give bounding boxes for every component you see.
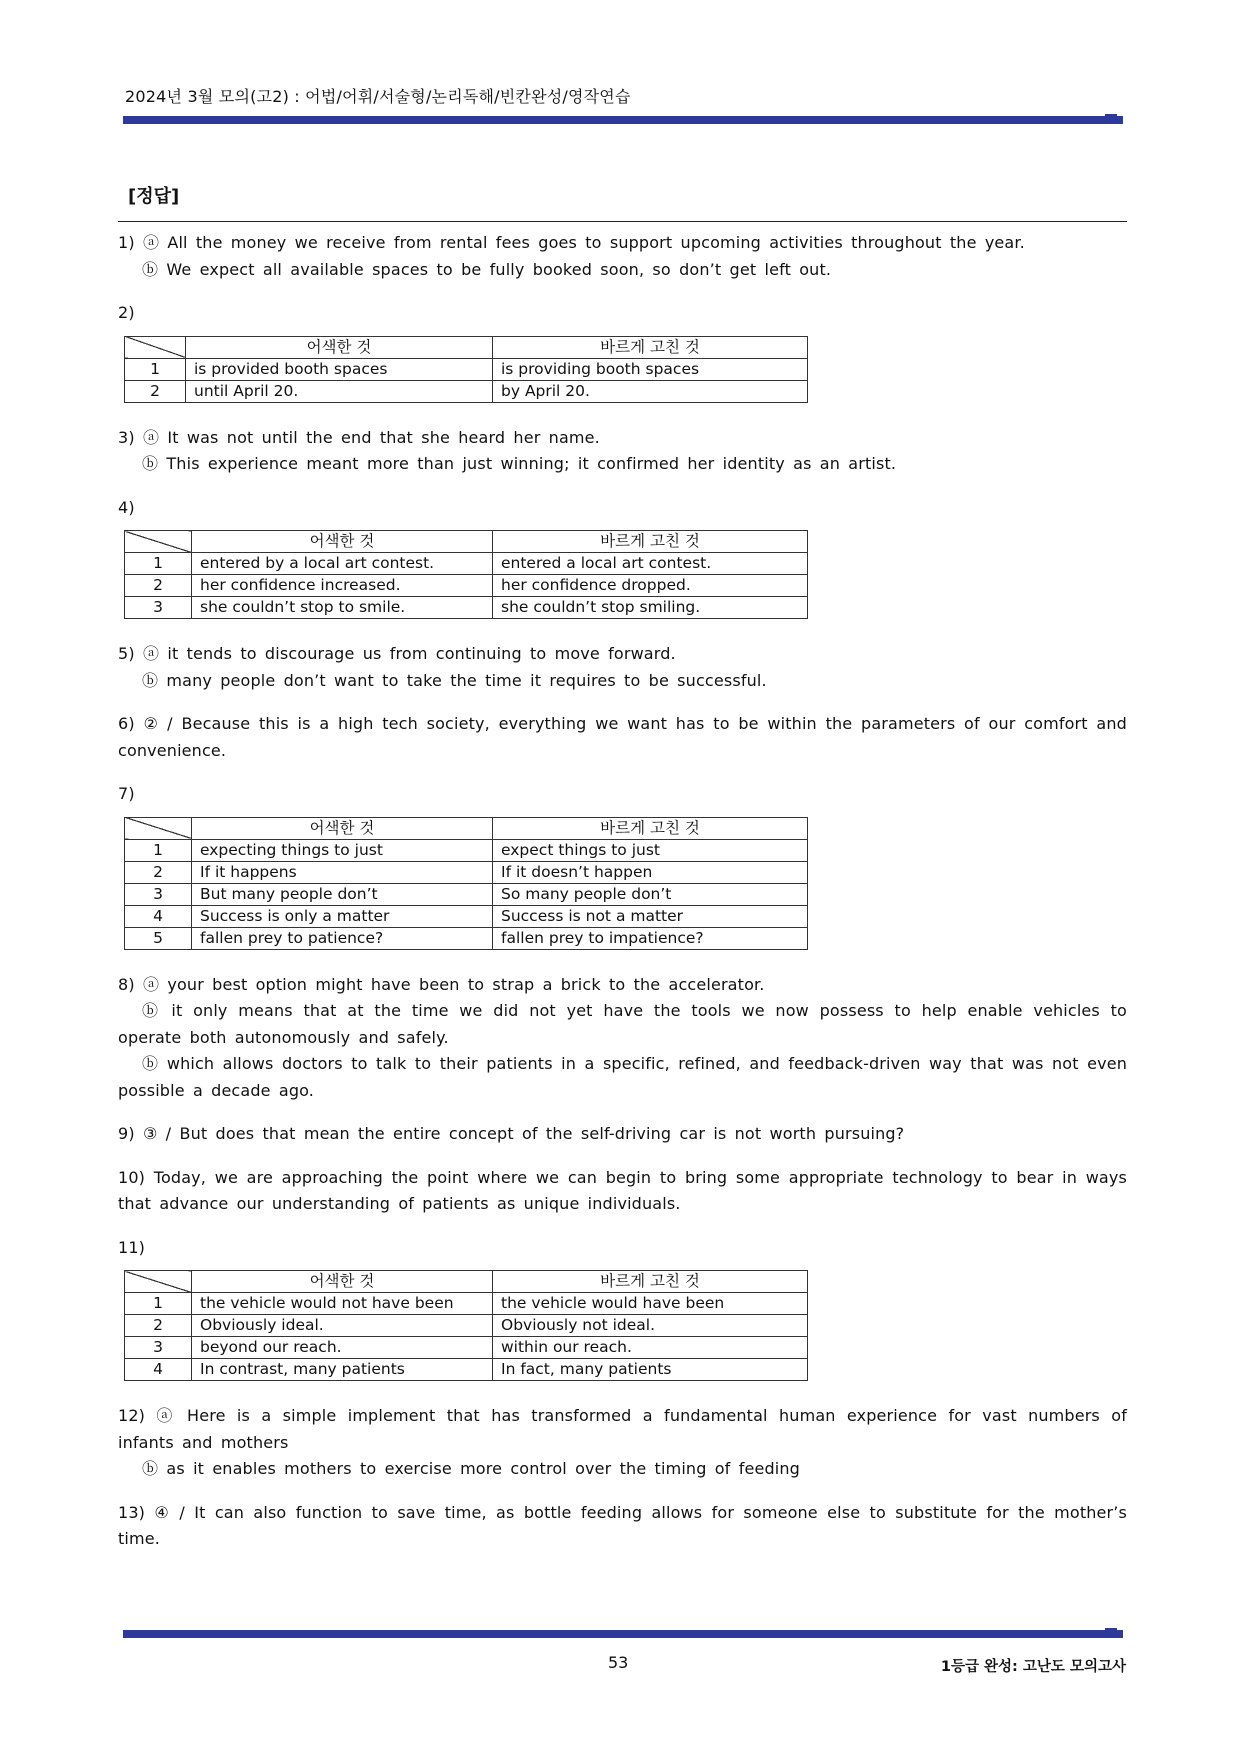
answer-8-b: ⓑ it only means that at the time we did not yet have the tools we now possess to help enable vehicles to operate both autonomously and safely. — [118, 1001, 1127, 1047]
answer-8-a: 8) ⓐ your best option might have been to strap a brick to the accelerator. — [118, 974, 765, 994]
answer-12-b: ⓑ as it enables mothers to exercise more control over the timing of feeding — [142, 1459, 800, 1478]
table-row: 2 If it happens If it doesn’t happen — [125, 861, 808, 883]
answer-2-table — [124, 336, 808, 403]
col-header-right: 바르게 고친 것 — [493, 531, 808, 553]
table-row: 3 But many people don’t So many people don’t — [125, 883, 808, 905]
table-row: 5 fallen prey to patience? fallen prey to impatience? — [125, 927, 808, 949]
table-row: 1 expecting things to just expect things to just — [125, 839, 808, 861]
answer-4-label: 4) — [118, 497, 135, 517]
table-row: 3 she couldn’t stop to smile. she couldn’t stop smiling. — [125, 597, 808, 619]
table-row: 1 the vehicle would not have been the vehicle would have been — [125, 1293, 808, 1315]
page-number: 53 — [608, 1653, 629, 1672]
answer-13: 13) ④ / It can also function to save time, as bottle feeding allows for someone else to substitute for the mother’s time. — [118, 1502, 1127, 1548]
answer-12-a: 12) ⓐ Here is a simple implement that has transformed a fundamental human experience for vast numbers of infants and mothers — [118, 1406, 1127, 1452]
answer-10: 10) Today, we are approaching the point where we can begin to bring some appropriate technology to bear in ways that advance our understanding of patients as unique individuals. — [118, 1167, 1127, 1213]
answer-9: 9) ③ / But does that mean the entire concept of the self-driving car is not worth pursuing? — [118, 1124, 905, 1143]
col-header-wrong: 어색한 것 — [192, 531, 493, 553]
table-row: 3 beyond our reach. within our reach. — [125, 1337, 808, 1359]
answer-3-b: ⓑ This experience meant more than just winning; it confirmed her identity as an artist. — [142, 454, 897, 473]
answer-7-label: 7) — [118, 784, 135, 803]
answer-5-a: 5) ⓐ it tends to discourage us from continuing to move forward. — [118, 644, 676, 663]
col-header-wrong: 어색한 것 — [192, 1271, 493, 1293]
answer-8-c: ⓑ which allows doctors to talk to their patients in a specific, refined, and feedback-driven way that was not even possible a decade ago. — [118, 1054, 1127, 1100]
answer-7-table — [124, 817, 808, 950]
answer-11-label: 11) — [118, 1237, 146, 1257]
table-row: 2 until April 20. by April 20. — [125, 380, 808, 402]
footer-brand: 1등급 완성: 고난도 모의고사 — [940, 1659, 1126, 1675]
answer-3-a: 3) ⓐ It was not until the end that she heard her name. — [118, 427, 600, 447]
answer-1-a: 1) ⓐ All the money we receive from rental fees goes to support upcoming activities throughout the year. — [118, 233, 1025, 252]
col-header-right: 바르게 고친 것 — [493, 336, 808, 358]
answer-11-table — [124, 1270, 808, 1381]
table-row: 1 is provided booth spaces is providing booth spaces — [125, 358, 808, 380]
answer-1-b: ⓑ We expect all available spaces to be fully booked soon, so don’t get left out. — [142, 259, 832, 279]
footer-bar — [123, 1630, 1123, 1638]
answer-2-label: 2) — [118, 303, 135, 322]
answer-content — [118, 230, 1127, 1553]
table-row: 2 her confidence increased. her confidence dropped. — [125, 575, 808, 597]
header-title: 2024년 3월 모의(고2) : 어법/어휘/서술형/논리독해/빈칸완성/영작연습 — [125, 87, 631, 106]
section-title: [정답] — [128, 186, 180, 207]
header-bar — [123, 116, 1123, 124]
answer-4-table — [124, 530, 808, 619]
answer-5-b: ⓑ many people don’t want to take the time it requires to be successful. — [142, 670, 767, 690]
col-header-wrong: 어색한 것 — [192, 817, 493, 839]
table-row: 4 In contrast, many patients In fact, many patients — [125, 1359, 808, 1381]
col-header-right: 바르게 고친 것 — [493, 1271, 808, 1293]
table-row: 1 entered by a local art contest. entered a local art contest. — [125, 553, 808, 575]
answer-6: 6) ② / Because this is a high tech society, everything we want has to be within the parameters of our comfort and convenience. — [118, 714, 1127, 760]
section-rule — [118, 221, 1127, 222]
col-header-wrong: 어색한 것 — [186, 336, 493, 358]
table-row: 4 Success is only a matter Success is not a matter — [125, 905, 808, 927]
col-header-right: 바르게 고친 것 — [493, 817, 808, 839]
table-row: 2 Obviously ideal. Obviously not ideal. — [125, 1315, 808, 1337]
